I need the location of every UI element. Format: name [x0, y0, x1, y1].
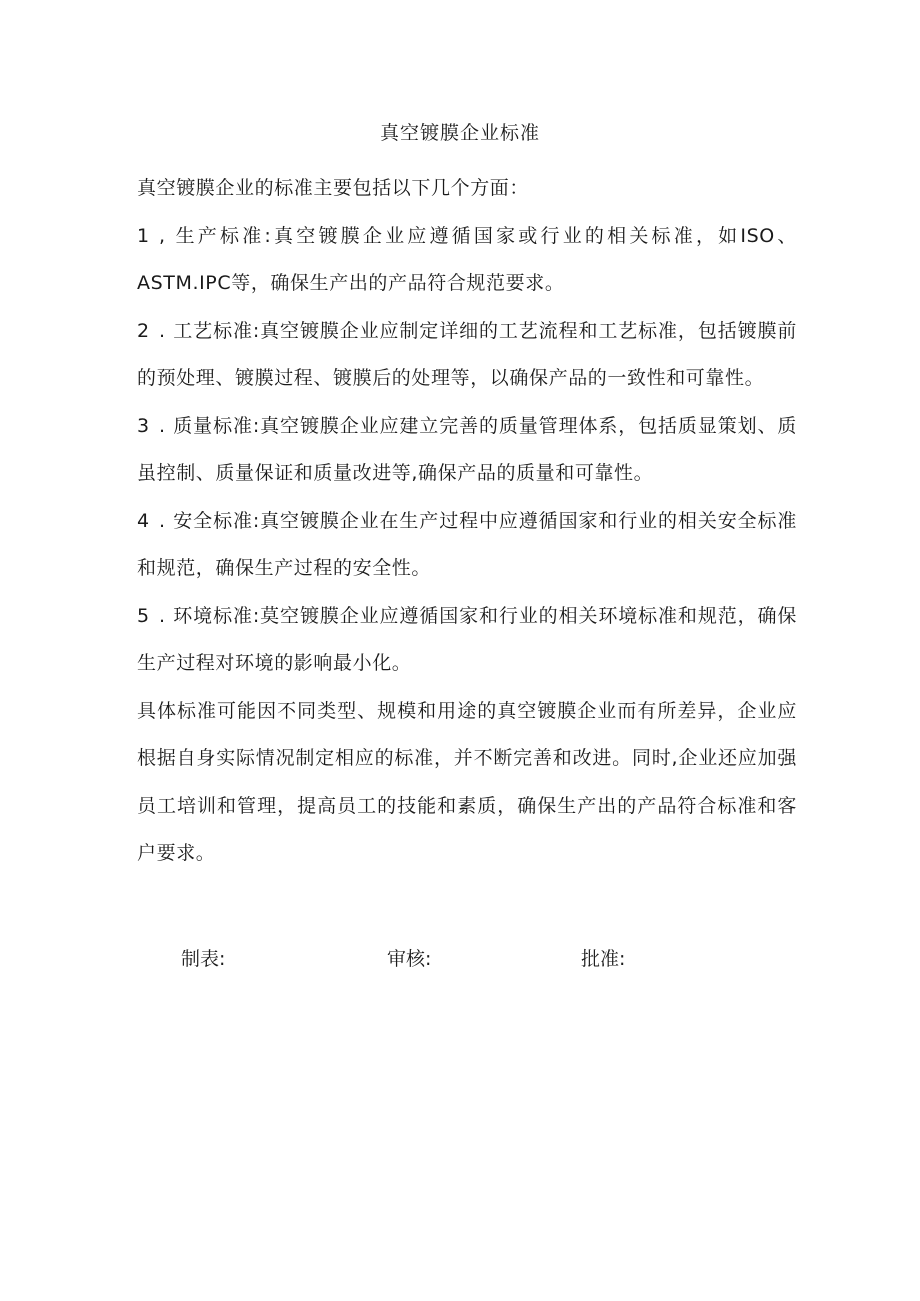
list-item: [137, 498, 797, 593]
item-number: 3: [137, 414, 150, 437]
approved-by-label: 批准:: [581, 948, 626, 970]
item-text: 质量标准:真空镀膜企业应建立完善的质量管理体系，包括质显策划、质虽控制、质量保证和质量改进等,确保产品的质量和可靠性。: [137, 414, 797, 484]
item-separator: .: [159, 414, 166, 437]
closing-paragraph: 具体标准可能因不同类型、规模和用途的真空镀膜企业而有所差异，企业应根据自身实际情况制定相应的标准，并不断完善和改进。同时,企业还应加强员工培训和管理，提高员工的技能和素质，确保生产出的产品符合标准和客户要求。: [137, 699, 797, 864]
reviewed-by-label: 审核:: [387, 948, 432, 970]
item-text: 安全标准:真空镀膜企业在生产过程中应遵循国家和行业的相关安全标准和规范，确保生产过程的安全性。: [137, 509, 797, 579]
document-title: 真空镀膜企业标准: [379, 122, 540, 144]
item-text: 工艺标准:真空镀膜企业应制定详细的工艺流程和工艺标准，包括镀膜前的预处理、镀膜过程、镀膜后的处理等，以确保产品的一致性和可靠性。: [137, 319, 797, 389]
prepared-by-label: 制表:: [181, 948, 226, 970]
item-number: 4: [137, 509, 150, 532]
list-item: [137, 213, 797, 308]
item-separator: .: [159, 604, 166, 627]
item-number: 1: [137, 224, 150, 247]
item-separator: .: [159, 509, 166, 532]
intro-paragraph: 真空镀膜企业的标准主要包括以下几个方面：: [137, 177, 530, 199]
item-number: 5: [137, 604, 150, 627]
item-separator: .: [159, 319, 166, 342]
list-item: [137, 593, 797, 688]
item-number: 2: [137, 319, 150, 342]
list-item: [137, 308, 797, 403]
item-separator: ,: [159, 224, 166, 247]
list-item: [137, 403, 797, 498]
signature-row: [0, 944, 920, 974]
item-text: 生产标准:真空镀膜企业应遵循国家或行业的相关标准，如ISO、ASTM.IPC等，确保生产出的产品符合规范要求。: [137, 224, 797, 294]
item-text: 环境标准:莫空镀膜企业应遵循国家和行业的相关环境标准和规范，确保生产过程对环境的影响最小化。: [137, 604, 797, 674]
document-body: [137, 165, 797, 878]
